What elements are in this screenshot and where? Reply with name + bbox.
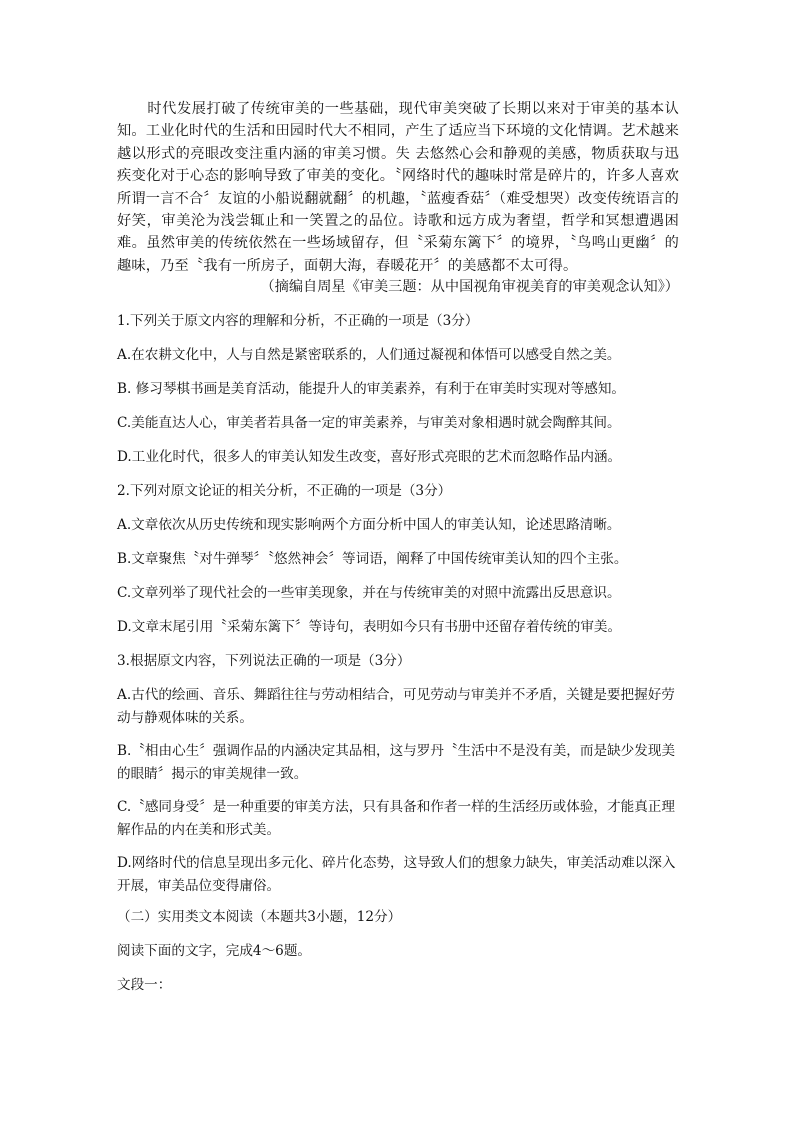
question-3-stem: 3.根据原文内容，下列说法正确的一项是（3分）	[117, 653, 411, 669]
question-1-stem: 1.下列关于原文内容的理解和分析，不正确的一项是（3分）	[117, 313, 479, 329]
question-2-option-b: B.文章聚焦〝对牛弹琴〞〝悠然神会〞等词语，阐释了中国传统审美认知的四个主张。	[117, 551, 628, 567]
question-3-option-c: C.〝感同身受〞是一种重要的审美方法，只有具备和作者一样的生活经历或体验，才能真正理解作品的内在美和形式美。	[117, 799, 675, 838]
passage-source: （摘编自周星《审美三题：从中国视角审视美育的审美观念认知》）	[260, 279, 679, 295]
question-1-option-a: A.在农耕文化中，人与自然是紧密联系的，人们通过凝视和体悟可以感受自然之美。	[117, 347, 621, 363]
question-2-option-d: D.文章末尾引用〝采菊东篱下〞等诗句，表明如今只有书册中还留存着传统的审美。	[117, 619, 622, 635]
question-2-stem: 2.下列对原文论证的相关分析，不正确的一项是（3分）	[117, 483, 452, 499]
question-2-option-c: C.文章列举了现代社会的一些审美现象，并在与传统审美的对照中流露出反思意识。	[117, 585, 621, 601]
question-3-option-a: A.古代的绘画、音乐、舞蹈往往与劳动相结合，可见劳动与审美并不矛盾，关键是要把握好劳动与静观体味的关系。	[117, 687, 675, 726]
question-3-option-b: B.〝相由心生〞强调作品的内涵决定其品相，这与罗丹〝生活中不是没有美，而是缺少发现美的眼睛〞揭示的审美规律一致。	[117, 743, 676, 782]
question-3-option-d: D.网络时代的信息呈现出多元化、碎片化态势，这导致人们的想象力缺失，审美活动难以深入开展，审美品位变得庸俗。	[117, 855, 676, 894]
section-2-heading: （二）实用类文本阅读（本题共3小题，12分）	[117, 909, 402, 925]
question-1-option-b: B. 修习琴棋书画是美育活动，能提升人的审美素养，有利于在审美时实现对等感知。	[117, 381, 626, 397]
question-1-option-c: C.美能直达人心，审美者若具备一定的审美素养，与审美对象相遇时就会陶醉其间。	[117, 415, 621, 431]
reading-passage	[117, 98, 679, 277]
passage-text: 时代发展打破了传统审美的一些基础，现代审美突破了长期以来对于审美的基本认知。工业化时代的生活和田园时代大不相同，产生了适应当下环境的文化情调。艺术越来越以形式的亮眼改变注重内涵的审美习惯。失 去悠然心会和静观的美感，物质获取与迅疾变化对于心态的影响导致了审美的变化。〝网络时代的趣味时常是碎片的，许多人喜欢所谓一言不合〞友谊的小船说翻就翻〞的机趣，〝蓝瘦香菇〞（难受想哭）改变传统语言的好笑，审美沦为浅尝辄止和一笑置之的品位。诗歌和远方成为奢望，哲学和冥想遭遇困难。虽然审美的传统依然在一些场域留存，但〝采菊东篱下〞的境界，〝鸟鸣山更幽〞的趣味，乃至〝我有一所房子，面朝大海，春暖花开〞的美感都不太可得。	[117, 101, 679, 274]
question-1-option-d: D.工业化时代，很多人的审美认知发生改变，喜好形式亮眼的艺术而忽略作品内涵。	[117, 449, 622, 465]
section-2-part-label: 文段一：	[117, 977, 172, 993]
question-2-option-a: A.文章依次从历史传统和现实影响两个方面分析中国人的审美认知，论述思路清晰。	[117, 517, 621, 533]
section-2-instruction: 阅读下面的文字，完成4～6题。	[117, 943, 312, 959]
